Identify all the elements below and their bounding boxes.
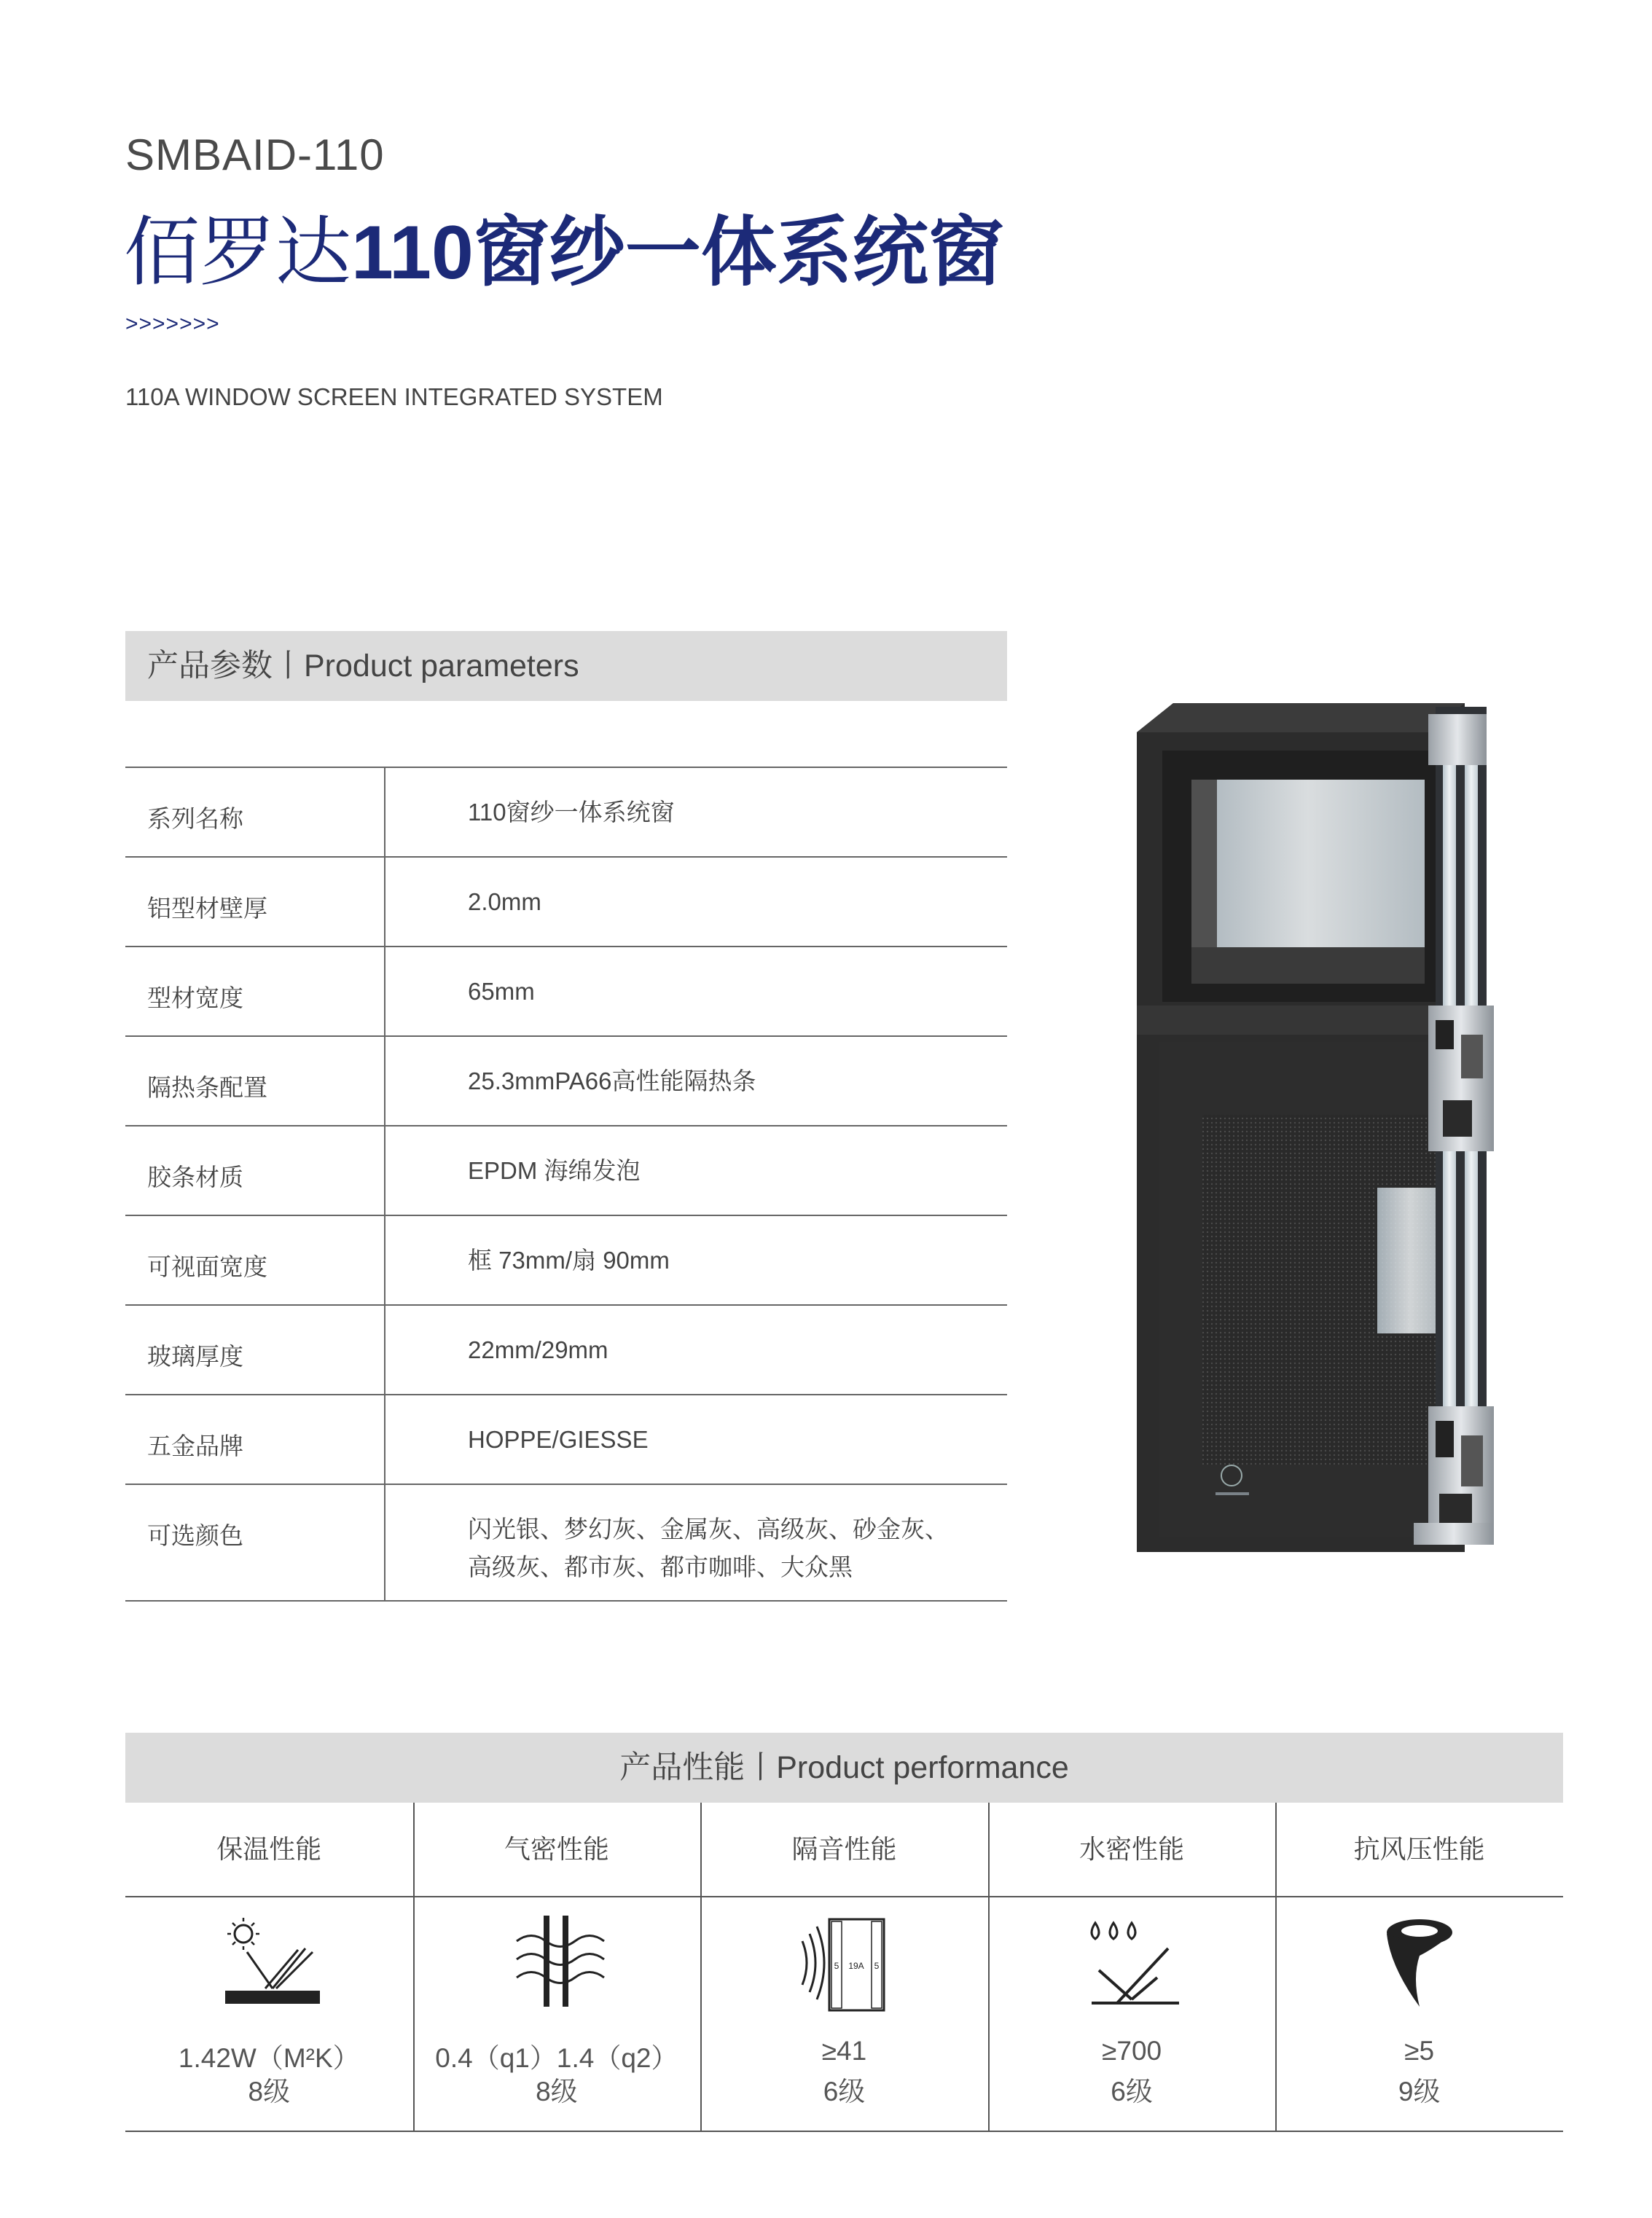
page-title <box>124 191 1004 300</box>
table-row <box>125 1035 1007 1125</box>
performance-grade: 6级 <box>823 2077 866 2107</box>
color-options-line-2: 高级灰、都市灰、都市咖啡、大众黑 <box>468 1553 853 1580</box>
table-row <box>125 1125 1007 1215</box>
param-label: 隔热条配置 <box>147 1074 267 1101</box>
table-row <box>125 1304 1007 1394</box>
table-row <box>125 1215 1007 1304</box>
performance-column-thermal <box>125 1803 413 2131</box>
param-value: 22mm/29mm <box>468 1336 608 1363</box>
wind-pressure-icon <box>1275 1912 1563 2021</box>
performance-column-air <box>413 1803 701 2131</box>
icon-label-b: 19A <box>848 1961 865 1971</box>
table-row <box>125 767 1007 856</box>
param-value: EPDM 海绵发泡 <box>468 1157 641 1184</box>
params-table <box>125 767 1007 1602</box>
performance-value: ≥700 <box>1102 2036 1162 2066</box>
param-value: 2.0mm <box>468 888 541 915</box>
performance-value: ≥41 <box>821 2036 867 2066</box>
arrow-decoration: >>>>>>> <box>125 312 220 336</box>
thermal-insulation-icon <box>125 1912 413 2021</box>
performance-grade: 6级 <box>1111 2077 1153 2107</box>
performance-label: 气密性能 <box>413 1803 701 1897</box>
performance-table <box>125 1803 1563 2132</box>
table-row <box>125 1394 1007 1484</box>
param-label: 胶条材质 <box>147 1164 243 1191</box>
performance-grade: 8级 <box>536 2077 578 2107</box>
performance-label: 水密性能 <box>988 1803 1276 1897</box>
water-tightness-icon <box>988 1912 1276 2021</box>
color-options-line-1: 闪光银、梦幻灰、金属灰、高级灰、砂金灰、 <box>468 1516 949 1543</box>
window-cross-section-image <box>1122 692 1501 1596</box>
icon-label-c: 5 <box>874 1961 880 1971</box>
param-label: 可选颜色 <box>147 1522 243 1549</box>
param-value: 110窗纱一体系统窗 <box>468 799 675 826</box>
param-label: 型材宽度 <box>147 984 243 1011</box>
table-row <box>125 946 1007 1035</box>
param-value <box>468 1510 949 1586</box>
english-subtitle: 110A WINDOW SCREEN INTEGRATED SYSTEM <box>125 383 663 410</box>
params-section-heading: 产品参数丨Product parameters <box>125 631 1007 701</box>
param-label: 五金品牌 <box>147 1433 243 1459</box>
icon-label-a: 5 <box>834 1961 839 1971</box>
param-label: 玻璃厚度 <box>147 1343 243 1370</box>
title-product: 110窗纱一体系统窗 <box>351 211 1004 295</box>
table-row <box>125 1484 1007 1602</box>
title-brand: 佰罗达 <box>124 211 352 295</box>
model-code: SMBAID-110 <box>125 130 385 179</box>
performance-section-heading: 产品性能丨Product performance <box>125 1733 1563 1803</box>
performance-value: ≥5 <box>1404 2036 1435 2066</box>
performance-value: 1.42W（M²K） <box>178 2043 360 2073</box>
performance-grade: 9级 <box>1398 2077 1441 2107</box>
param-value: 65mm <box>468 978 535 1005</box>
performance-label: 保温性能 <box>125 1803 413 1897</box>
table-row <box>125 856 1007 946</box>
param-value: 框 73mm/扇 90mm <box>468 1247 670 1274</box>
performance-column-water <box>988 1803 1276 2131</box>
performance-column-sound <box>700 1803 988 2131</box>
param-value: 25.3mmPA66高性能隔热条 <box>468 1067 756 1094</box>
performance-label: 抗风压性能 <box>1275 1803 1563 1897</box>
param-label: 系列名称 <box>147 805 243 832</box>
performance-grade: 8级 <box>248 2077 291 2107</box>
performance-column-wind <box>1275 1803 1563 2131</box>
param-label: 可视面宽度 <box>147 1253 267 1280</box>
param-value: HOPPE/GIESSE <box>468 1426 649 1453</box>
air-tightness-icon <box>413 1912 701 2021</box>
performance-label: 隔音性能 <box>700 1803 988 1897</box>
sound-insulation-icon <box>700 1912 988 2021</box>
param-label: 铝型材壁厚 <box>147 895 267 922</box>
performance-value: 0.4（q1）1.4（q2） <box>435 2043 678 2073</box>
